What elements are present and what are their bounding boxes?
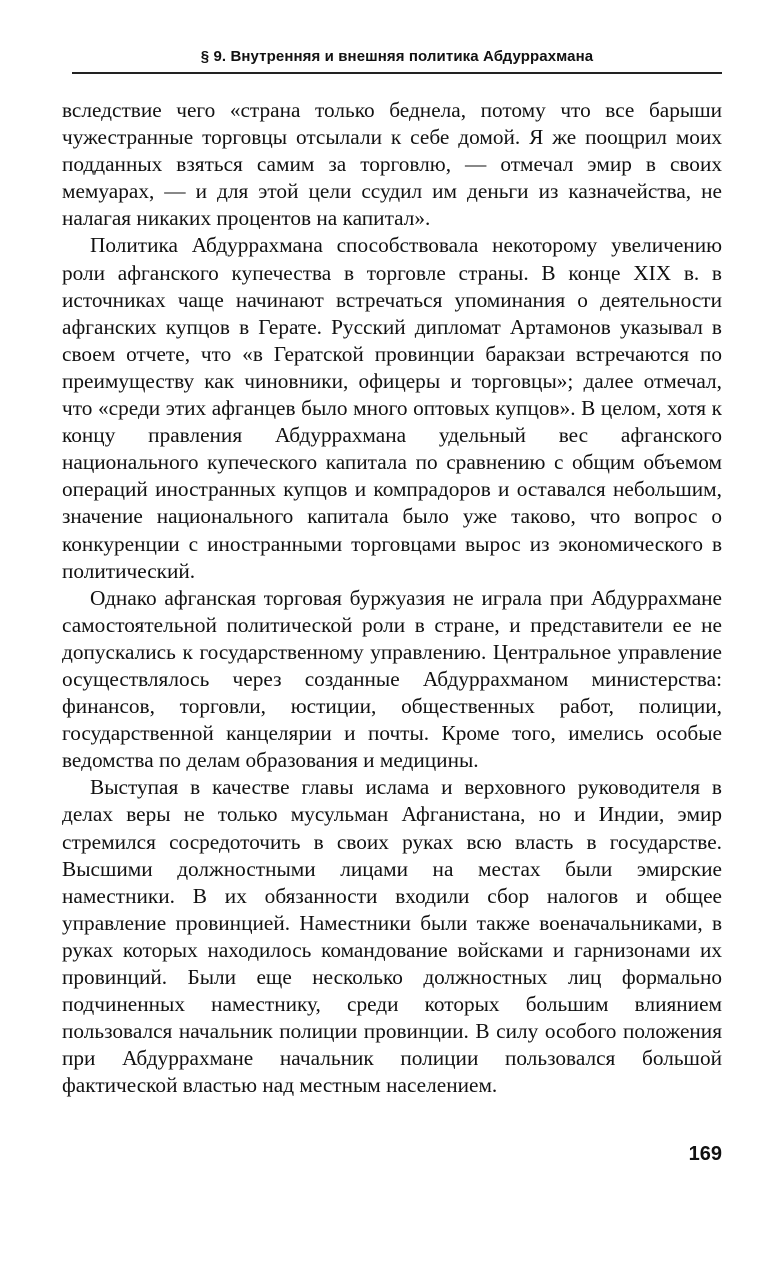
paragraph-continuation: вследствие чего «страна только беднела, потому что все барыши чужестранные торговцы отсылали к себе домой. Я же поощрил моих подданных взяться самим за торговлю, — отмечал эмир в своих мемуарах, — и для этой цели ссудил им деньги из казначейства, не налагая никаких процентов на капитал». bbox=[62, 98, 722, 231]
body-text bbox=[62, 97, 722, 1099]
paragraph-provincial-government: Выступая в качестве главы ислама и верховного руководителя в делах веры не только мусульман Афганистана, но и Индии, эмир стремился сосредоточить в своих руках всю власть в государстве. Высшими должностными лицами на местах были эмирские наместники. В их обязанности входили сбор налогов и общее управление провинцией. Наместники были также военачальниками, в руках которых находилось командование войсками и гарнизонами их провинций. Были еще несколько должностных лиц формально подчиненных наместнику, среди которых большим влиянием пользовался начальник полиции провинции. В силу особого положения при Абдуррахмане начальник полиции пользовался большой фактической властью над местным населением. bbox=[62, 775, 722, 1098]
paragraph-central-government: Однако афганская торговая буржуазия не играла при Абдуррахмане самостоятельной политической роли в стране, и представители ее не допускались к государственному управлению. Центральное управление осуществлялось через созданные Абдуррахманом министерства: финансов, торговли, юстиции, общественных работ, полиции, государственной канцелярии и почты. Кроме того, имелись особые ведомства по делам образования и медицины. bbox=[62, 585, 722, 773]
running-head: § 9. Внутренняя и внешняя политика Абдуррахмана bbox=[200, 48, 594, 65]
header-rule bbox=[72, 72, 722, 74]
paragraph-merchants: Политика Абдуррахмана способствовала некоторому увеличению роли афганского купечества в торговле страны. В конце XIX в. в источниках чаще начинают встречаться упоминания о деятельности афганских купцов в Герате. Русский дипломат Артамонов указывал в своем отчете, что «в Гератской провинции баракзаи встречаются по преимуществу как чиновники, офицеры и торговцы»; далее отмечал, что «среди этих афганцев было много оптовых купцов». В целом, хотя к концу правления Абдуррахмана удельный вес афганского национального купеческого капитала по сравнению с общим объемом операций иностранных купцов и компрадоров и оставался небольшим, значение национального капитала было уже таково, что вопрос о конкуренции с иностранными торговцами вырос из экономического в политический. bbox=[62, 233, 722, 583]
page-number: 169 bbox=[688, 1143, 722, 1165]
